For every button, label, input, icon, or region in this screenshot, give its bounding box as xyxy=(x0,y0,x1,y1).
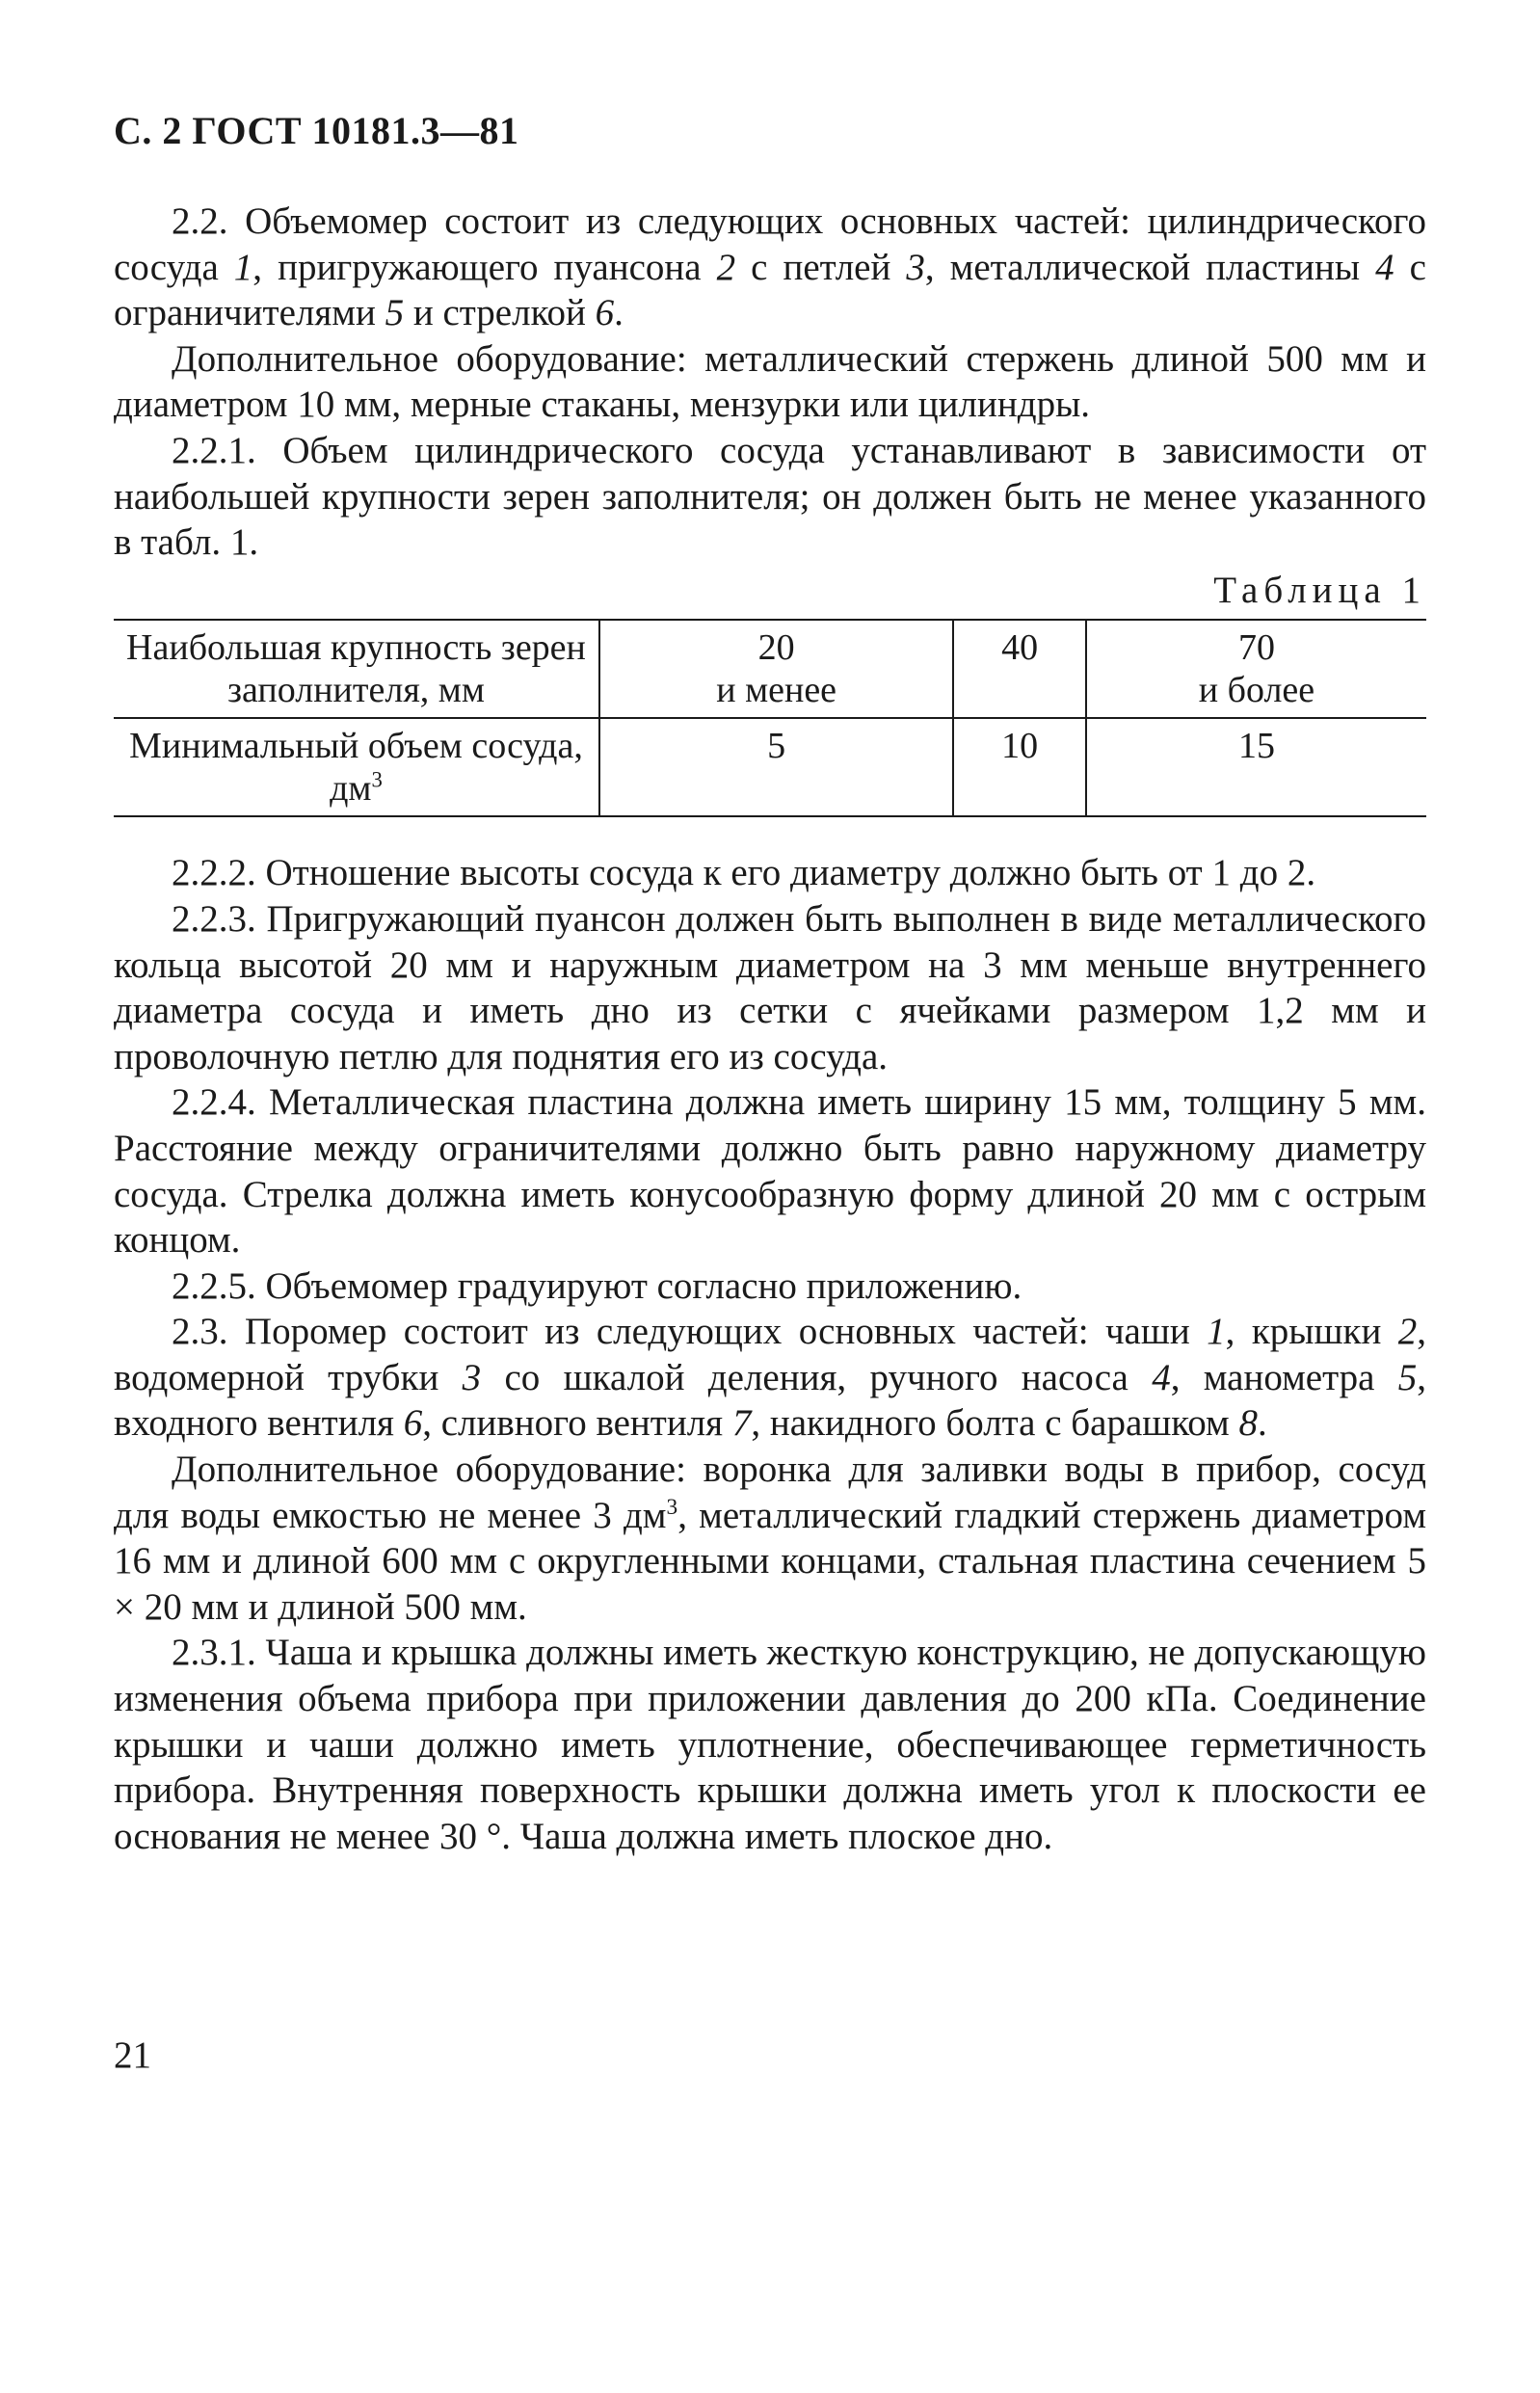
paragraph-2-2-3: 2.2.3. Пригружающий пуансон должен быть выполнен в виде металлического кольца высотой 20 мм и наружным диаметром на 3 мм меньше внутреннего диаметра сосуда и иметь дно из сетки с ячейками размером 1,2 мм и проволочную петлю для поднятия его из сосуда. xyxy=(114,897,1426,1077)
table-header-row xyxy=(114,620,1426,718)
paragraph-extra-equipment-1: Дополнительное оборудование: металлический стержень длиной 500 мм и диаметром 10 мм, мерные стаканы, мензурки или цилиндры. xyxy=(114,337,1426,426)
body-text xyxy=(114,199,1426,1859)
paragraph-2-2-2: 2.2.2. Отношение высоты сосуда к его диаметру должно быть от 1 до 2. xyxy=(172,852,1316,894)
paragraph-2-2-1: 2.2.1. Объем цилиндрического сосуда устанавливают в зависимости от наибольшей крупности зерен заполнителя; он должен быть не менее указанного в табл. 1. xyxy=(114,429,1426,564)
paragraph-2-2: 2.2. Объемомер состоит из следующих основных частей: цилиндрического сосуда 1, пригружающего пуансона 2 с петлей 3, металлической пластины 4 с ограничителями 5 и стрелкой 6. xyxy=(114,200,1426,334)
page-number: 21 xyxy=(114,2034,151,2076)
table-cell: 10 xyxy=(953,718,1086,816)
table-head-col-2: 40 xyxy=(953,620,1086,718)
paragraph-2-3-1: 2.3.1. Чаша и крышка должны иметь жесткую конструкцию, не допускающую изменения объема прибора при приложении давления до 200 кПа. Соединение крышки и чаши должно иметь уплотнение, обеспечивающее герметичность прибора. Внутренняя поверхность крышки должна иметь угол к плоскости ее основания не менее 30 °. Чаша должна иметь плоское дно. xyxy=(114,1632,1426,1857)
table-head-col-3: 70 и более xyxy=(1086,620,1426,718)
table-1 xyxy=(114,619,1426,817)
table-row-label: Минимальный объем сосуда, $дм^3$ xyxy=(114,718,599,816)
table-cell: 15 xyxy=(1086,718,1426,816)
table-row xyxy=(114,718,1426,816)
table-caption: Таблица 1 xyxy=(1213,569,1426,611)
paragraph-2-2-5: 2.2.5. Объемомер градуируют согласно приложению. xyxy=(172,1264,1022,1307)
table-head-col-1: 20 и менее xyxy=(599,620,953,718)
paragraph-extra-equipment-2: Дополнительное оборудование: воронка для заливки воды в прибор, сосуд для воды емкостью не менее 3 $дм^3$, металлический гладкий стержень диаметром 16 мм и длиной 600 мм с округленными концами, стальная пластина сечением 5 × 20 мм и длиной 500 мм. xyxy=(114,1449,1426,1628)
table-head-label: Наибольшая крупность зерен заполнителя, мм xyxy=(114,620,599,718)
table-cell: 5 xyxy=(599,718,953,816)
paragraph-2-2-4: 2.2.4. Металлическая пластина должна иметь ширину 15 мм, толщину 5 мм. Расстояние между ограничителями должно быть равно наружному диаметру сосуда. Стрелка должна иметь конусообразную форму длиной 20 мм с острым концом. xyxy=(114,1081,1426,1262)
page-header: С. 2 ГОСТ 10181.3—81 xyxy=(114,109,519,152)
paragraph-2-3: 2.3. Поромер состоит из следующих основных частей: чаши 1, крышки 2, водомерной трубки 3 со шкалой деления, ручного насоса 4, манометра 5, входного вентиля 6, сливного вентиля 7, накидного болта с барашком 8. xyxy=(114,1311,1426,1445)
